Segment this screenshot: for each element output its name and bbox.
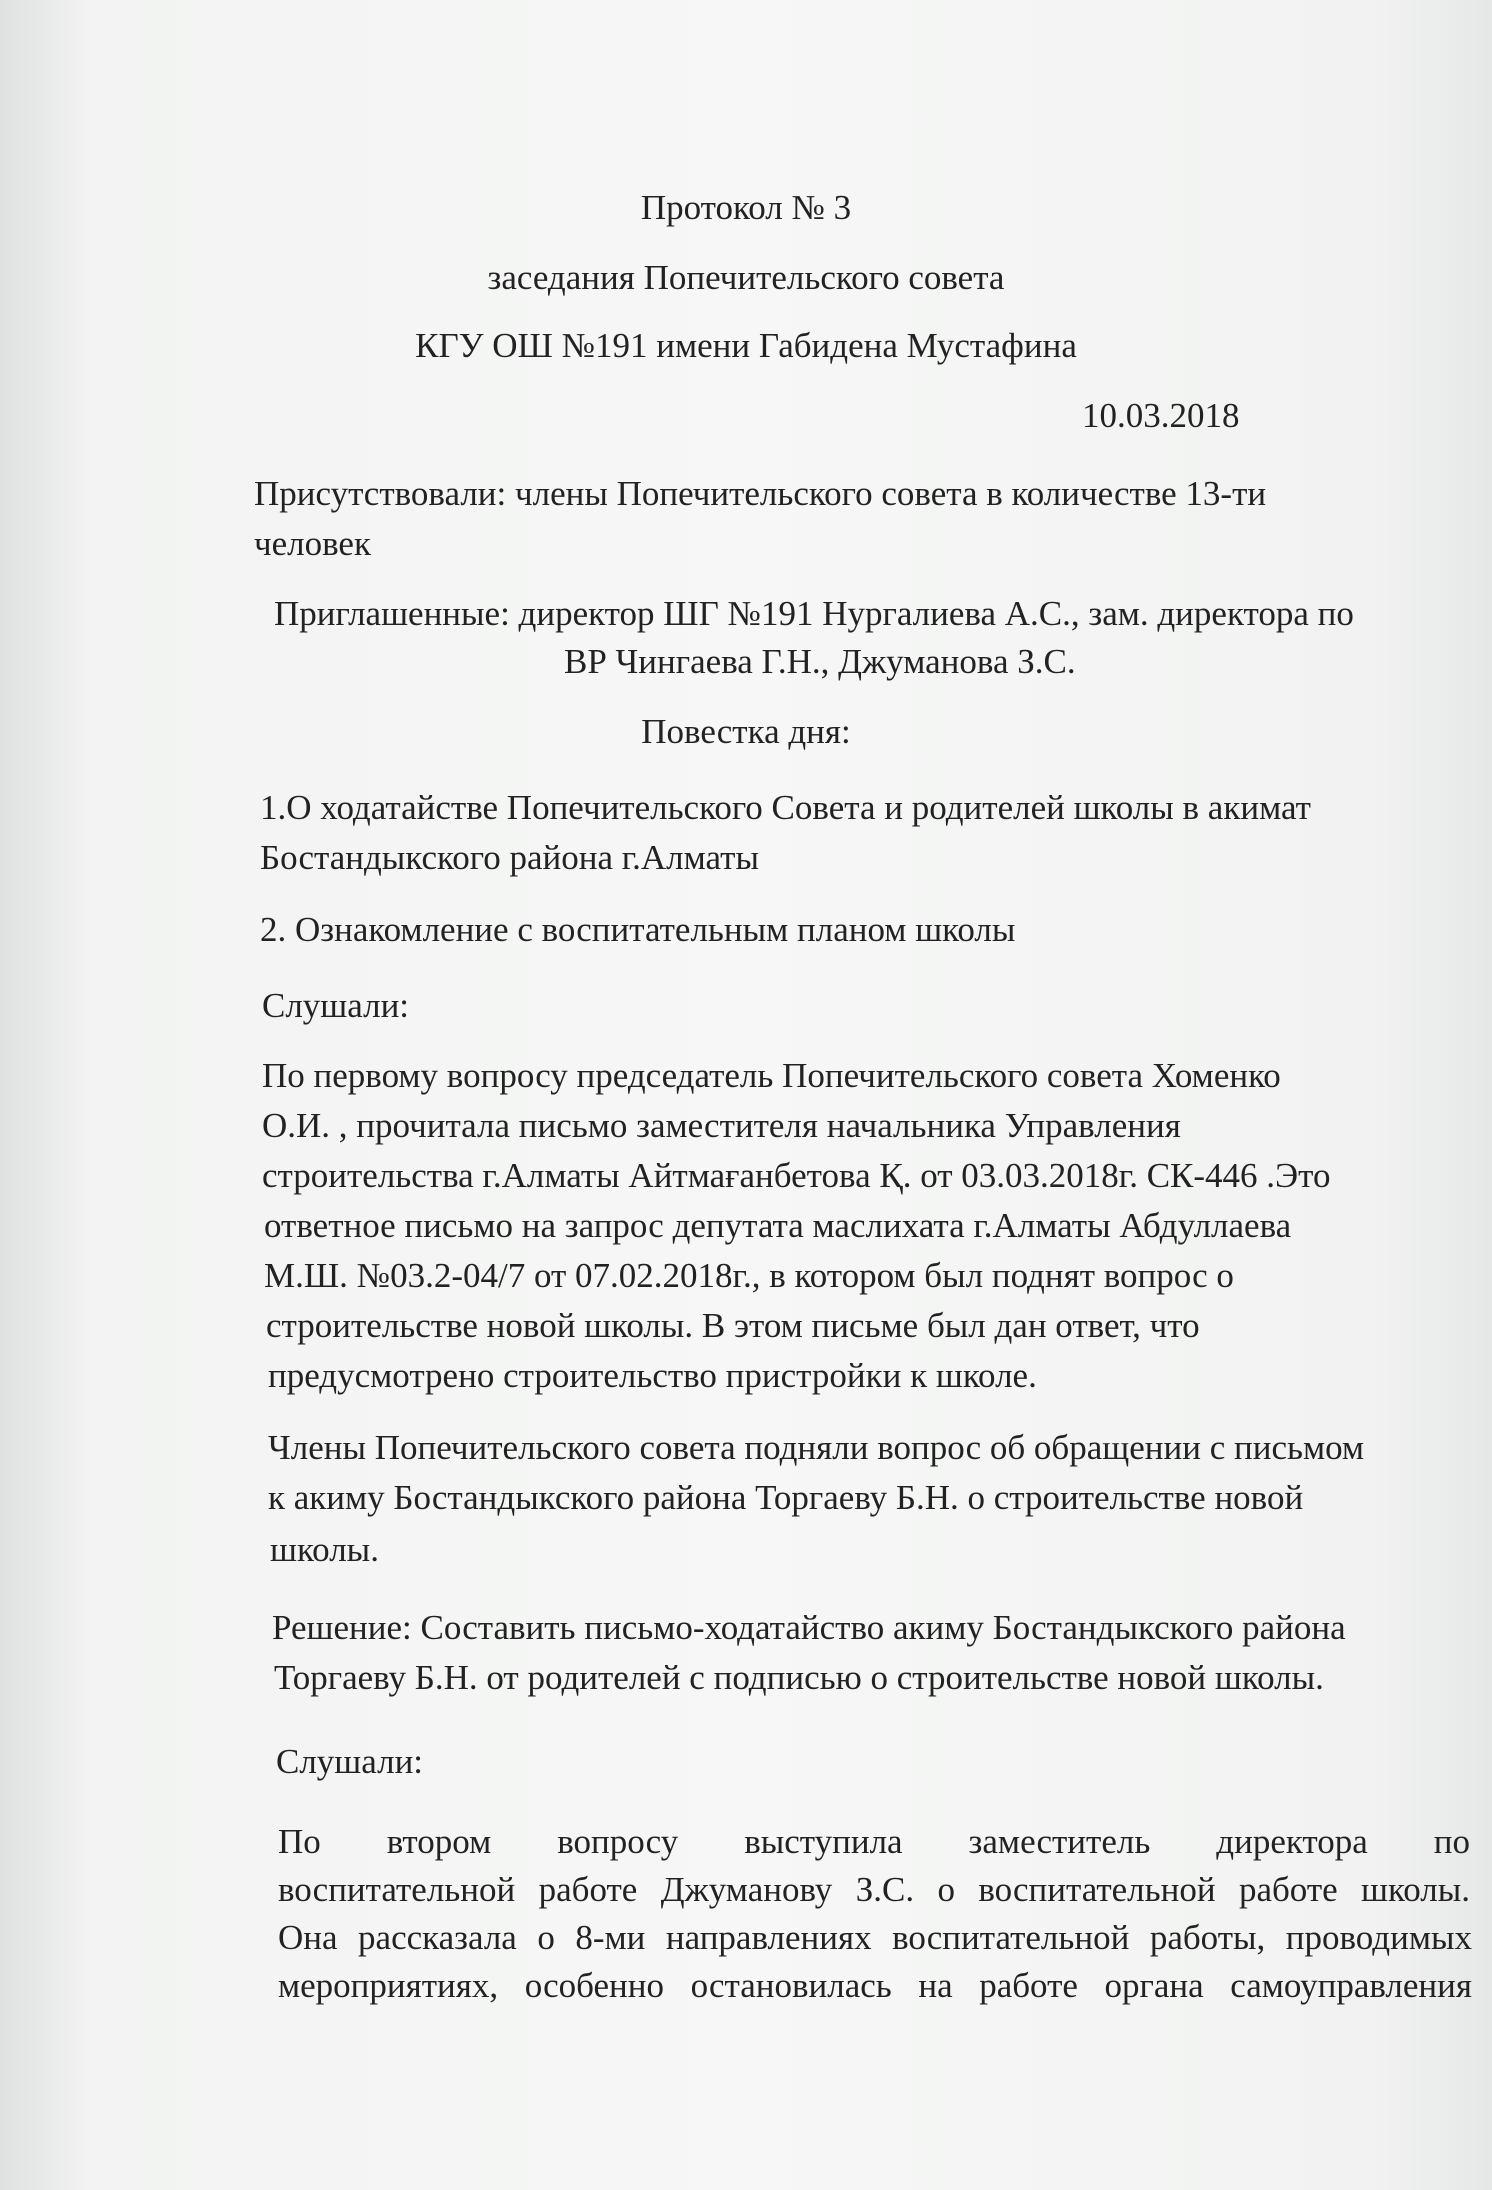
agenda-item-2: 2. Ознакомление с воспитательным планом школы [260,910,1016,949]
decision-line-2: Торгаеву Б.Н. от родителей с подписью о строительстве новой школы. [274,1658,1324,1697]
invited-line-1: Приглашенные: директор ШГ №191 Нургалиева А.С., зам. директора по [274,594,1354,633]
heard-1-line-1: По первому вопросу председатель Попечительского совета Хоменко [262,1056,1281,1095]
heard-1-label: Слушали: [262,986,410,1025]
document-subtitle: заседания Попечительского совета [487,258,1005,297]
heard-1-line-5: М.Ш. №03.2-04/7 от 07.02.2018г., в котором был поднят вопрос о [264,1256,1234,1295]
heard-2-line-2: воспитательной работе Джуманову З.С. о воспитательной работе школы. [278,1870,1470,1909]
heard-2-line-4: мероприятиях, особенно остановилась на работе органа самоуправления [278,1966,1472,2005]
attendees-line-1: Присутствовали: члены Попечительского совета в количестве 13-ти [254,474,1267,513]
members-line-2: к акиму Бостандыкского района Торгаеву Б.Н. о строительстве новой [268,1478,1304,1517]
agenda-item-1-line-1: 1.О ходатайстве Попечительского Совета и родителей школы в акимат [260,788,1311,827]
organization-name: КГУ ОШ №191 имени Габидена Мустафина [415,326,1077,365]
members-line-1: Члены Попечительского совета подняли вопрос об обращении с письмом [268,1428,1365,1467]
attendees-line-2: человек [254,524,371,563]
heard-1-line-7: предусмотрено строительство пристройки к школе. [268,1356,1037,1395]
agenda-item-1-line-2: Бостандыкского района г.Алматы [260,838,759,877]
heard-1-line-3: строительства г.Алматы Айтмағанбетова Қ. от 03.03.2018г. СК-446 .Это [262,1156,1331,1195]
members-line-3: школы. [270,1530,379,1569]
heard-2-line-1: По втором вопросу выступила заместитель директора по [278,1822,1470,1861]
agenda-heading: Повестка дня: [641,712,851,751]
document-title: Протокол № 3 [640,188,852,227]
invited-line-2: ВР Чингаева Г.Н., Джуманова З.С. [564,642,1076,681]
heard-1-line-4: ответное письмо на запрос депутата маслихата г.Алматы Абдуллаева [264,1206,1292,1245]
heard-2-line-3: Она рассказала о 8-ми направлениях воспитательной работы, проводимых [278,1918,1472,1957]
heard-1-line-2: О.И. , прочитала письмо заместителя начальника Управления [262,1106,1181,1145]
document-date: 10.03.2018 [1082,396,1240,435]
decision-line-1: Решение: Составить письмо-ходатайство акиму Бостандыкского района [272,1608,1346,1647]
heard-2-label: Слушали: [276,1742,424,1781]
heard-1-line-6: строительстве новой школы. В этом письме был дан ответ, что [266,1306,1200,1345]
